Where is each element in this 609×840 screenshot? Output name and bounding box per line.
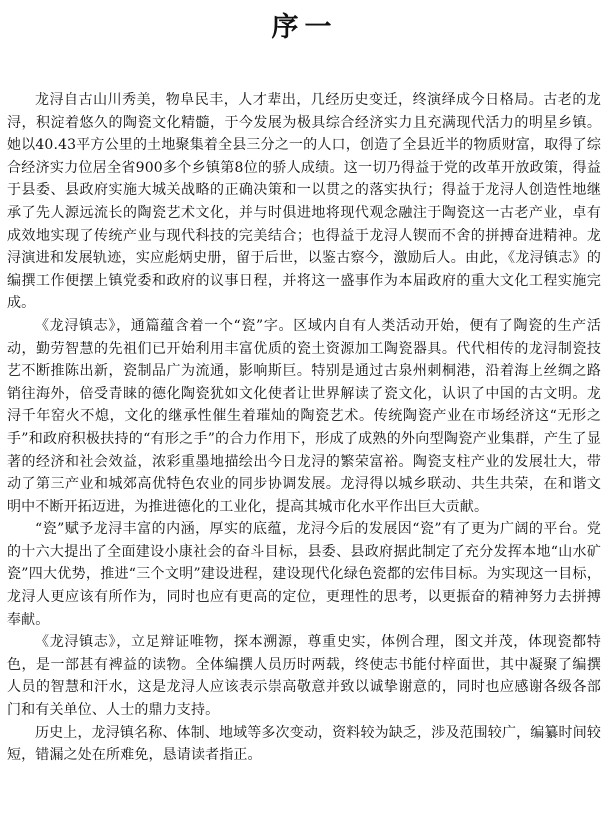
paragraph-5: 历史上，龙浔镇名称、体制、地域等多次变动，资料较为缺乏，涉及范围较广，编纂时间较短，错漏之处在所难免，恳请读者指正。 [7,724,601,764]
paragraph-3: “瓷”赋予龙浔丰富的内涵，厚实的底蕴，龙浔今后的发展因“瓷”有了更为广阔的平台。党的十六大提出了全面建设小康社会的奋斗目标，县委、县政府据此制定了充分发挥本地“山水矿瓷”四大优势，推进“三个文明”建设进程，建设现代化绿色瓷都的宏伟目标。为实现这一目标，龙浔人更应该有所作为，同时也应有更高的定位，更理性的思考，以更振奋的精神努力去拼搏奉献。 [7,521,601,628]
paragraph-2: 《龙浔镇志》，通篇蕴含着一个“瓷”字。区域内自有人类活动开始，便有了陶瓷的生产活动，勤劳智慧的先祖们已开始利用丰富优质的瓷土资源加工陶瓷器具。代代相传的龙浔制瓷技艺不断推陈出新，瓷制品广为流通，影响斯巨。特别是通过古泉州刺桐港，沿着海上丝绸之路销往海外，倍受青睐的德化陶瓷犹如文化使者让世界解读了瓷文化，认识了中国的古文明。龙浔千年窑火不熄，文化的继承性催生着璀灿的陶瓷艺术。传统陶瓷产业在市场经济这“无形之手”和政府积极扶持的“有形之手”的合力作用下，形成了成熟的外向型陶瓷产业集群，产生了显著的经济和社会效益，浓彩重墨地描绘出今日龙浔的繁荣富裕。陶瓷支柱产业的发展壮大，带动了第三产业和城郊高优特色农业的同步协调发展。龙浔得以城乡联动、共生共荣，在和谐文明中不断开拓迈进，为推进德化的工业化，提高其城市化水平作出巨大贡献。 [7,317,601,515]
paragraph-4: 《龙浔镇志》，立足辩证唯物，探本溯源，尊重史实，体例合理，图文并茂，体现瓷都特色，是一部甚有裨益的读物。全体编撰人员历时两载，终使志书能付梓面世，其中凝聚了编撰人员的智慧和汗水，这是龙浔人应该表示崇高敬意并致以诚挚谢意的，同时也应感谢各级各部门和有关单位、人士的鼎力支持。 [7,634,601,719]
preface-body [7,89,601,767]
paragraph-1: 龙浔自古山川秀美，物阜民丰，人才辈出，几经历史变迁，终演绎成今日格局。古老的龙浔，积淀着悠久的陶瓷文化精髓，于今发展为极具综合经济实力且充满现代活力的明星乡镇。她以40.43平方公里的土地聚集着全县三分之一的人口，创造了全县近半的物质财富，取得了综合经济实力位居全省900多个乡镇第8位的骄人成绩。这一切乃得益于党的改革开放政策，得益于县委、县政府实施大城关战略的正确决策和一以贯之的落实执行；得益于龙浔人创造性地继承了先人源远流长的陶瓷艺术文化，并与时俱进地将现代观念融注于陶瓷这一古老产业，卓有成效地实现了传统产业与现代科技的完美结合；也得益于龙浔人锲而不舍的拼搏奋进精神。龙浔演进和发展轨迹，实应彪炳史册，留于后世，以鉴古察今，激励后人。由此，《龙浔镇志》的编撰工作便摆上镇党委和政府的议事日程，并将这一盛事作为本届政府的重大文化工程实施完成。 [7,92,601,312]
page-title: 序一 [271,12,338,43]
